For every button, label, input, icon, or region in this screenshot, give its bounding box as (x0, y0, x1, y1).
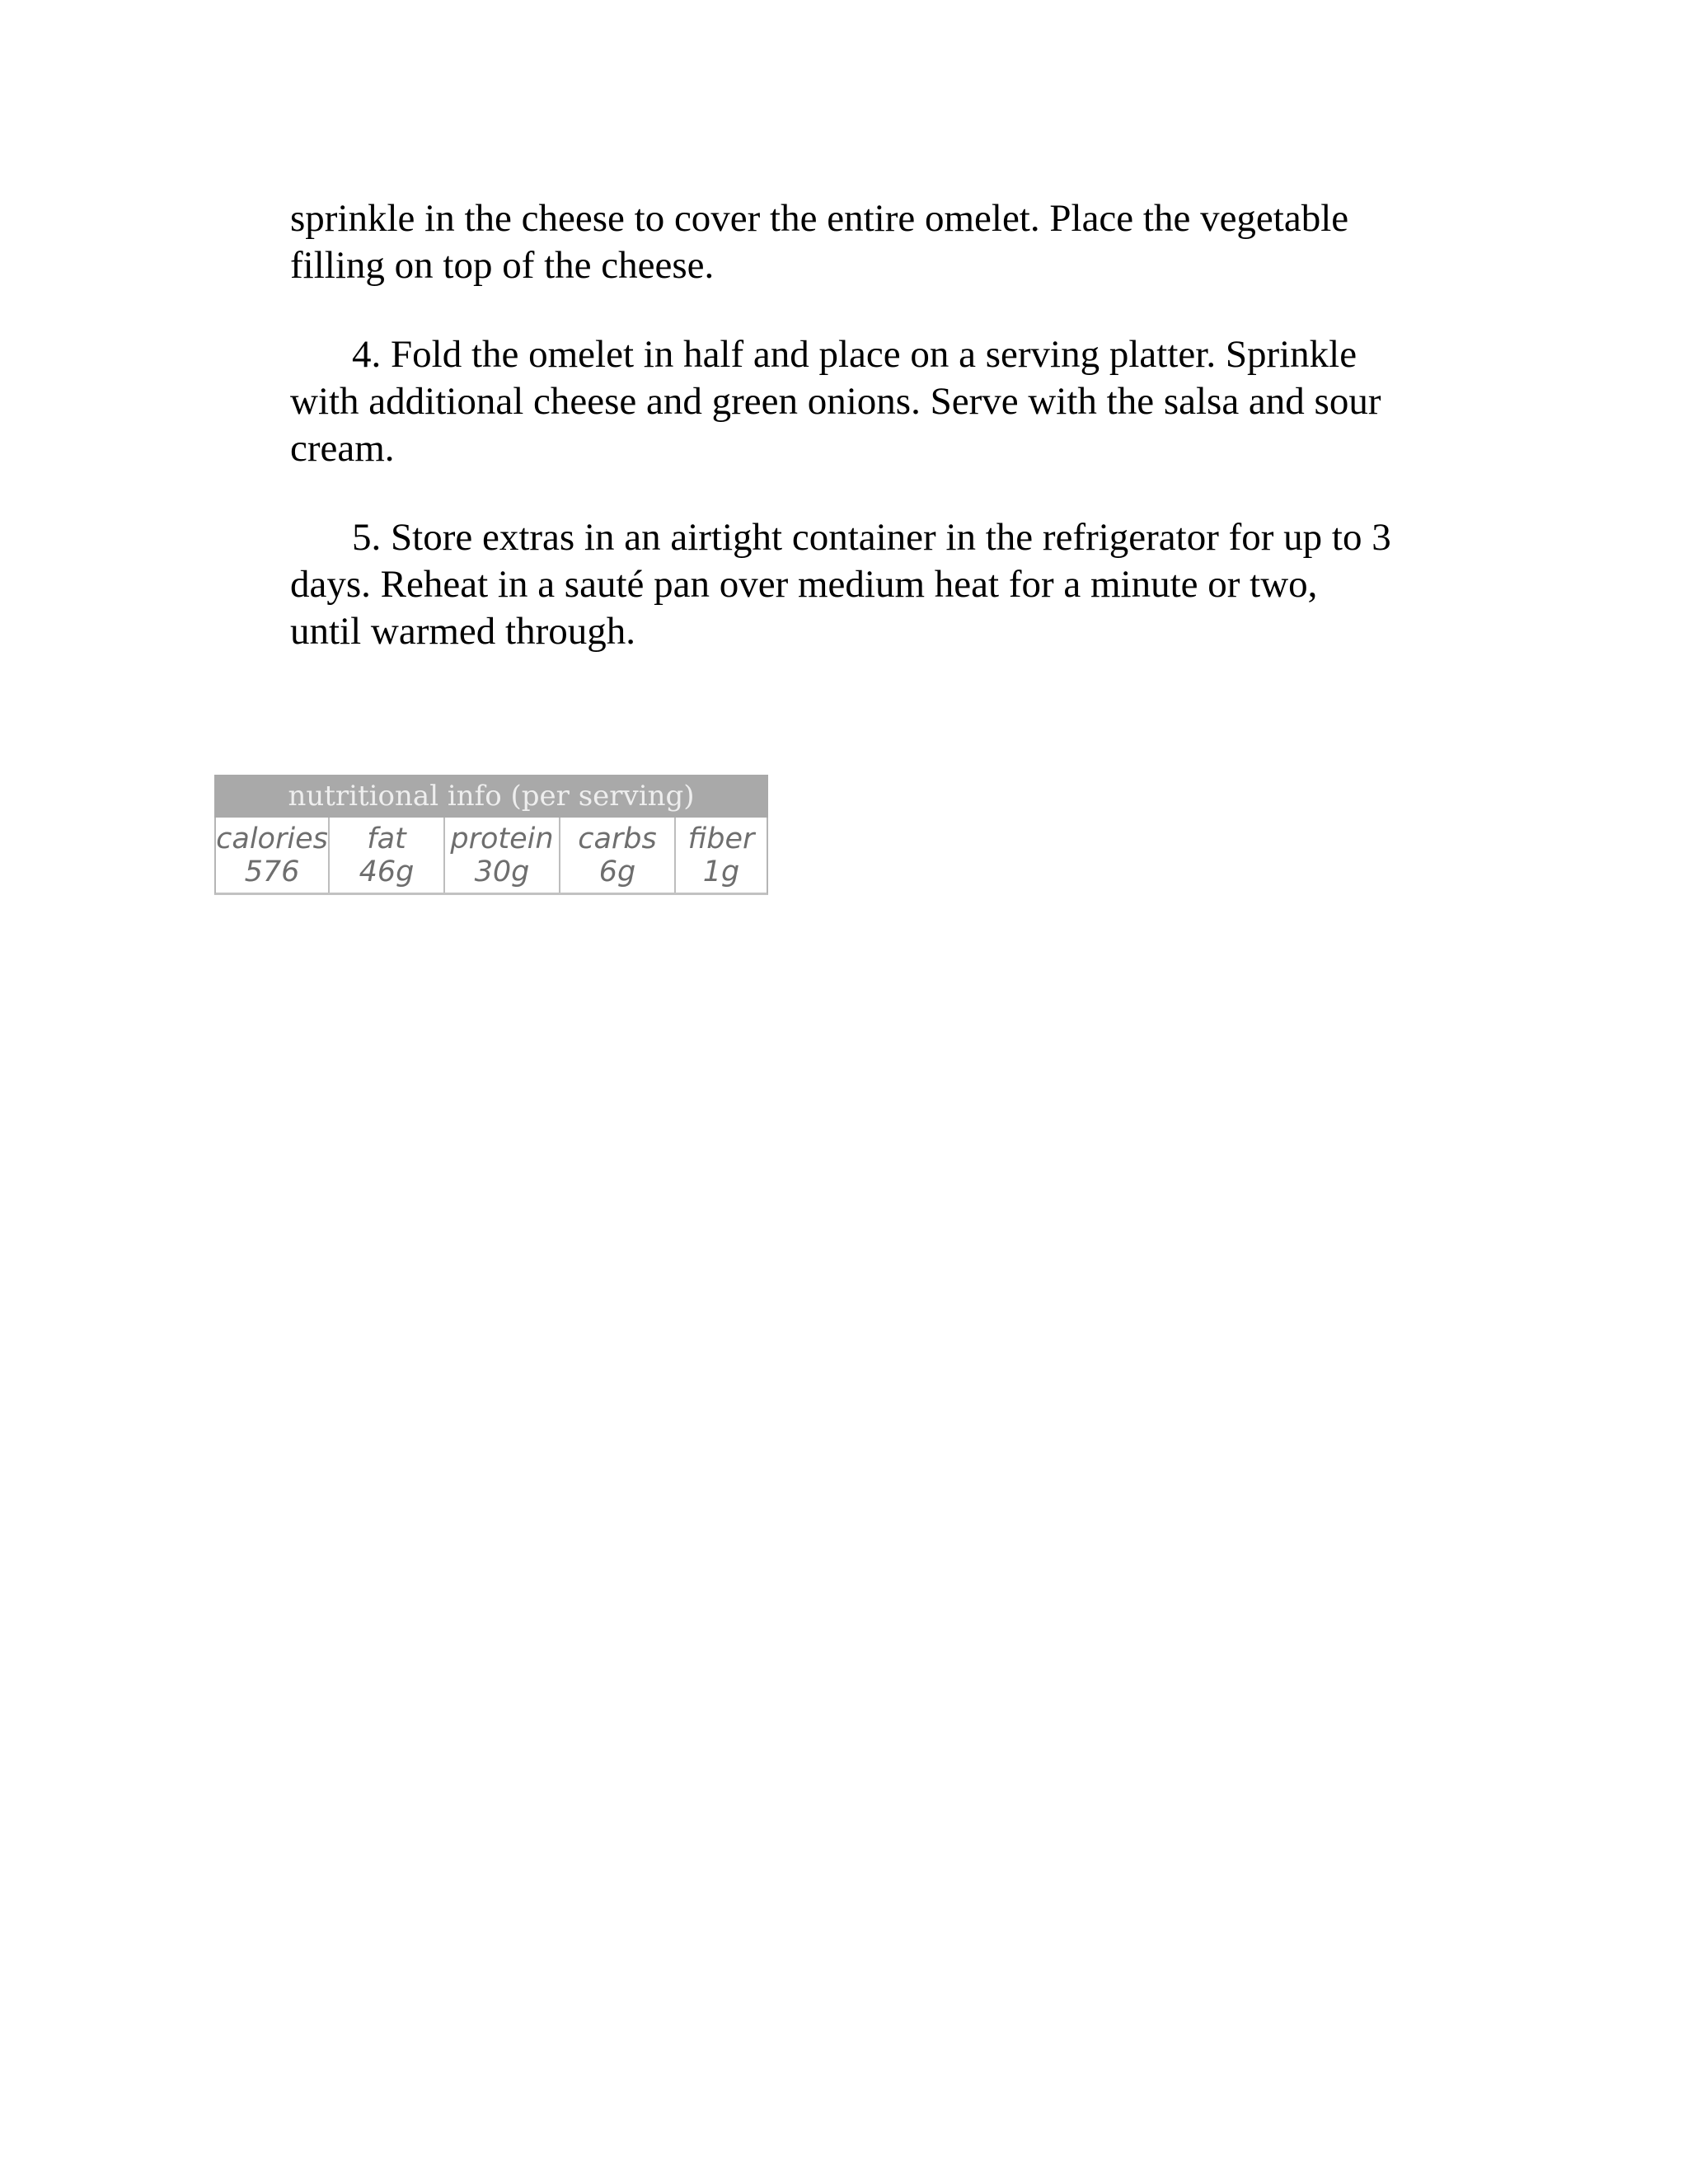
nutrition-cell-fat (330, 818, 445, 893)
nutrition-label: protein (450, 823, 554, 855)
nutrition-value: 6g (598, 855, 636, 888)
nutrition-cell-fiber (676, 818, 767, 893)
nutrition-value: 1g (702, 855, 740, 888)
paragraph-step-5: 5. Store extras in an airtight container in the refrigerator for up to 3 days. Reheat in a sauté pan over medium heat for a minute or two, until warmed through. (290, 516, 1391, 653)
nutrition-header: nutritional info (per serving) (214, 775, 768, 818)
nutrition-label: calories (216, 823, 328, 855)
nutrition-label: carbs (578, 823, 657, 855)
paragraph-step-3-continued: sprinkle in the cheese to cover the entire omelet. Place the vegetable filling on top of the cheese. (290, 197, 1349, 287)
recipe-instructions (290, 195, 1461, 655)
paragraph-step-4: 4. Fold the omelet in half and place on a serving platter. Sprinkle with additional cheese and green onions. Serve with the salsa and sour cream. (290, 333, 1381, 470)
nutrition-value: 30g (474, 855, 530, 888)
nutrition-cell-calories (216, 818, 330, 893)
nutrition-value: 576 (244, 855, 300, 888)
nutrition-values-row (214, 818, 768, 895)
nutrition-label: fiber (687, 823, 755, 855)
nutrition-info-table (214, 775, 768, 897)
nutrition-value: 46g (359, 855, 415, 888)
nutrition-cell-carbs (560, 818, 676, 893)
nutrition-label: fat (367, 823, 406, 855)
nutrition-cell-protein (445, 818, 560, 893)
